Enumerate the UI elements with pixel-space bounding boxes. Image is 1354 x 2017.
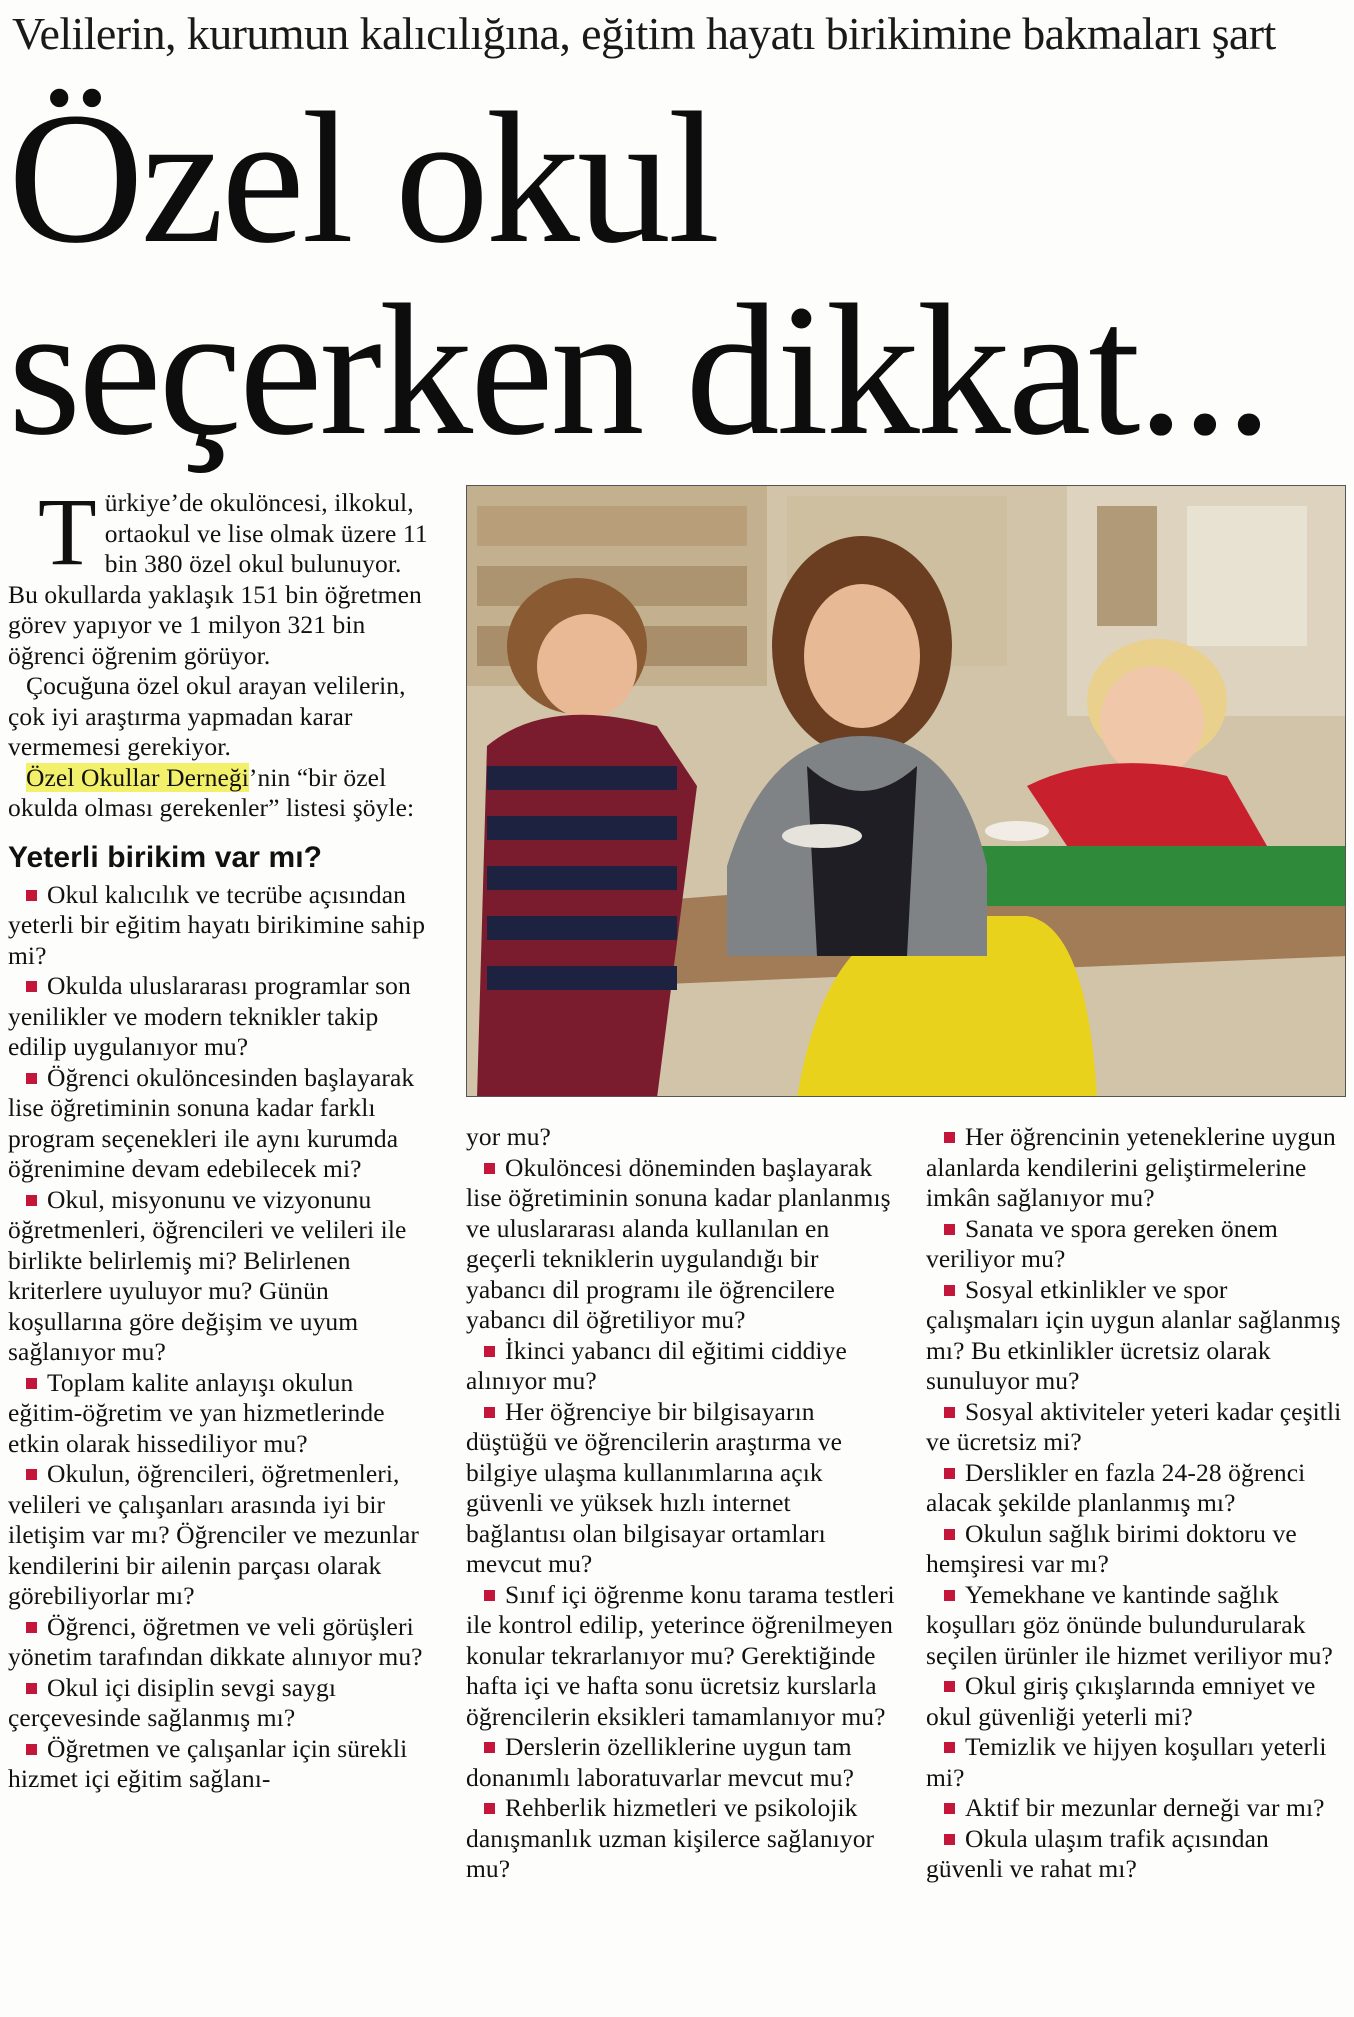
bullet-square-icon xyxy=(944,1742,955,1753)
checklist-item-text: Sosyal aktiviteler yeteri kadar çeşitli ve ücretsiz mi? xyxy=(926,1396,1342,1456)
checklist-item-text: Rehberlik hizmetleri ve psikolojik danışmanlık uzman kişilerce sağlanıyor mu? xyxy=(466,1793,875,1883)
checklist-item xyxy=(466,1336,896,1397)
checklist-item-text: Okulda uluslararası programlar son yenilikler ve modern teknikler takip edilip uygulanıyor mu? xyxy=(8,971,411,1061)
checklist-item xyxy=(466,1793,896,1885)
bullet-square-icon xyxy=(26,1469,37,1480)
headline-line-1: Özel okul xyxy=(8,73,718,282)
checklist-column-1 xyxy=(8,880,428,1795)
checklist-item xyxy=(466,1397,896,1580)
checklist-item xyxy=(8,1612,428,1673)
checklist-item xyxy=(8,1368,428,1460)
highlighted-association-name: Özel Okullar Derneği xyxy=(26,762,249,792)
checklist-item-text: İkinci yabancı dil eğitimi ciddiye alınıyor mu? xyxy=(466,1335,847,1395)
classroom-photo-illustration xyxy=(467,486,1346,1097)
checklist-item xyxy=(926,1793,1346,1824)
checklist-item xyxy=(8,1673,428,1734)
bullet-square-icon xyxy=(944,1285,955,1296)
checklist-item xyxy=(926,1580,1346,1672)
checklist-item-text: Temizlik ve hijyen koşulları yeterli mi? xyxy=(926,1732,1327,1792)
section-subhead: Yeterli birikim var mı? xyxy=(8,840,323,874)
bullet-square-icon xyxy=(944,1681,955,1692)
checklist-item-text: Toplam kalite anlayışı okulun eğitim-öğretim ve yan hizmetlerinde etkin olarak hissediliyor mu? xyxy=(8,1367,385,1458)
checklist-item-text: Okul kalıcılık ve tecrübe açısından yeterli bir eğitim hayatı birikimine sahip mi? xyxy=(8,879,426,970)
checklist-item xyxy=(8,880,428,972)
checklist-item-text: Aktif bir mezunlar derneği var mı? xyxy=(965,1793,1325,1822)
checklist-item-text: Sınıf içi öğrenme konu tarama testleri ile kontrol edilip, yeterince öğrenilmeyen konular tekrarlanıyor mu? Gerektiğinde hafta içi ve hafta sonu ücretsiz kurslarla öğrencilerin eksikleri tamamlanıyor mu? xyxy=(466,1579,895,1731)
bullet-square-icon xyxy=(944,1529,955,1540)
checklist-item-text: Yemekhane ve kantinde sağlık koşulları göz önünde bulundurularak seçilen ürünler ile hizmet veriliyor mu? xyxy=(926,1579,1333,1670)
column-2 xyxy=(466,1122,896,1885)
checklist-item-text: Derslikler en fazla 24-28 öğrenci alacak şekilde planlanmış mı? xyxy=(926,1457,1306,1517)
checklist-item xyxy=(926,1122,1346,1214)
article-photo xyxy=(466,485,1346,1097)
bullet-square-icon xyxy=(484,1163,495,1174)
bullet-square-icon xyxy=(944,1407,955,1418)
checklist-item-text: Okul giriş çıkışlarında emniyet ve okul güvenliği yeterli mi? xyxy=(926,1671,1316,1731)
bullet-square-icon xyxy=(944,1224,955,1235)
bullet-square-icon xyxy=(944,1132,955,1143)
checklist-item xyxy=(926,1275,1346,1397)
bullet-square-icon xyxy=(26,981,37,992)
checklist-item xyxy=(926,1519,1346,1580)
checklist-column-2 xyxy=(466,1153,896,1885)
checklist-item xyxy=(8,1459,428,1612)
checklist-item xyxy=(8,971,428,1063)
checklist-item-text: Öğrenci okulöncesinden başlayarak lise öğretiminin sonuna kadar farklı program seçenekleri ile aynı kurumda öğrenimine devam edebilecek mi? xyxy=(8,1062,415,1183)
checklist-item xyxy=(926,1732,1346,1793)
intro-text-1: ürkiye’de okulöncesi, ilkokul, ortaokul ve lise olmak üzere 11 bin 380 özel okul bulunuyor. Bu okullarda yaklaşık 151 bin öğretmen görev yapıyor ve 1 milyon 321 bin öğrenci öğrenim görüyor. xyxy=(8,488,428,670)
checklist-item-text: Öğrenci, öğretmen ve veli görüşleri yönetim tarafından dikkate alınıyor mu? xyxy=(8,1611,423,1671)
bullet-square-icon xyxy=(944,1834,955,1845)
checklist-item xyxy=(926,1671,1346,1732)
checklist-item xyxy=(926,1397,1346,1458)
bullet-square-icon xyxy=(484,1742,495,1753)
checklist-item-text: Sosyal etkinlikler ve spor çalışmaları için uygun alanlar sağlanmış mı? Bu etkinlikler ücretsiz olarak sunuluyor mu? xyxy=(926,1274,1341,1395)
checklist-item-text: Okula ulaşım trafik açısından güvenli ve rahat mı? xyxy=(926,1823,1269,1883)
checklist-item xyxy=(8,1063,428,1185)
bullet-square-icon xyxy=(26,1378,37,1389)
bullet-square-icon xyxy=(484,1346,495,1357)
intro-paragraph-2: Çocuğuna özel okul arayan velilerin, çok iyi araştırma yapmadan karar vermemesi gerekiyor. xyxy=(8,671,406,761)
checklist-item-text: Öğretmen ve çalışanlar için sürekli hizmet içi eğitim sağlanı- xyxy=(8,1733,408,1793)
checklist-item-text: Derslerin özelliklerine uygun tam donanımlı laboratuvarlar mevcut mu? xyxy=(466,1732,854,1792)
column-1 xyxy=(8,478,428,1795)
checklist-item-text: Her öğrenciye bir bilgisayarın düştüğü ve öğrencilerin araştırma ve bilgiye ulaşma kullanımlarına açık güvenli ve yüksek hızlı internet bağlantısı olan bilgisayar ortamları mevcut mu? xyxy=(466,1396,843,1578)
checklist-item xyxy=(466,1153,896,1336)
checklist-item xyxy=(466,1580,896,1733)
headline-line-2: seçerken dikkat... xyxy=(8,265,1270,474)
checklist-item xyxy=(926,1214,1346,1275)
checklist-item xyxy=(926,1824,1346,1885)
article-headline xyxy=(8,73,1348,474)
continuation-text: yor mu? xyxy=(466,1122,551,1151)
checklist-item-text: Okulun sağlık birimi doktoru ve hemşiresi var mı? xyxy=(926,1518,1297,1578)
checklist-item xyxy=(8,1734,428,1795)
checklist-item xyxy=(8,1185,428,1368)
bullet-square-icon xyxy=(26,1622,37,1633)
checklist-item-text: Okul, misyonunu ve vizyonunu öğretmenleri, öğrencileri ve velileri ile birlikte belirlemiş mi? Belirlenen kriterlere uyuluyor mu? Günün koşullarına göre değişim ve uyum sağlanıyor mu? xyxy=(8,1184,407,1366)
checklist-item-text: Okulun, öğrencileri, öğretmenleri, velileri ve çalışanları arasında iyi bir iletişim var mı? Öğrenciler ve mezunlar kendilerini bir ailenin parçası olarak görebiliyorlar mı? xyxy=(8,1459,420,1610)
bullet-square-icon xyxy=(26,1683,37,1694)
checklist-item xyxy=(466,1732,896,1793)
checklist-item-text: Her öğrencinin yeteneklerine uygun alanlarda kendilerini geliştirmelerine imkân sağlanıyor mu? xyxy=(926,1122,1336,1212)
checklist-item-text: Okul içi disiplin sevgi saygı çerçevesinde sağlanmış mı? xyxy=(8,1672,337,1732)
bullet-square-icon xyxy=(944,1803,955,1814)
bullet-square-icon xyxy=(26,1195,37,1206)
intro-paragraph-1 xyxy=(8,478,428,671)
intro-text-3: ’nin “bir özel okulda olması gerekenler” listesi şöyle: xyxy=(8,762,415,822)
checklist-item-text: Okulöncesi döneminden başlayarak lise öğretiminin sonuna kadar planlanmış ve uluslararası alanda kullanılan en geçerli tekniklerin uygulandığı bir yabancı dil programı ile öğrencilere yabancı dil öğretiliyor mu? xyxy=(466,1152,891,1334)
checklist-column-3 xyxy=(926,1122,1346,1885)
bullet-square-icon xyxy=(484,1407,495,1418)
article-kicker: Velilerin, kurumun kalıcılığına, eğitim hayatı birikimine bakmaları şart xyxy=(12,8,1276,59)
bullet-square-icon xyxy=(484,1803,495,1814)
column-3 xyxy=(926,1122,1346,1885)
bullet-square-icon xyxy=(944,1468,955,1479)
bullet-square-icon xyxy=(26,1744,37,1755)
intro-paragraph-3 xyxy=(8,763,428,824)
checklist-item-text: Sanata ve spora gereken önem veriliyor mu? xyxy=(926,1213,1278,1273)
bullet-square-icon xyxy=(26,1073,37,1084)
checklist-item xyxy=(926,1458,1346,1519)
bullet-square-icon xyxy=(944,1590,955,1601)
drop-cap: T xyxy=(38,478,97,585)
bullet-square-icon xyxy=(484,1590,495,1601)
bullet-square-icon xyxy=(26,890,37,901)
